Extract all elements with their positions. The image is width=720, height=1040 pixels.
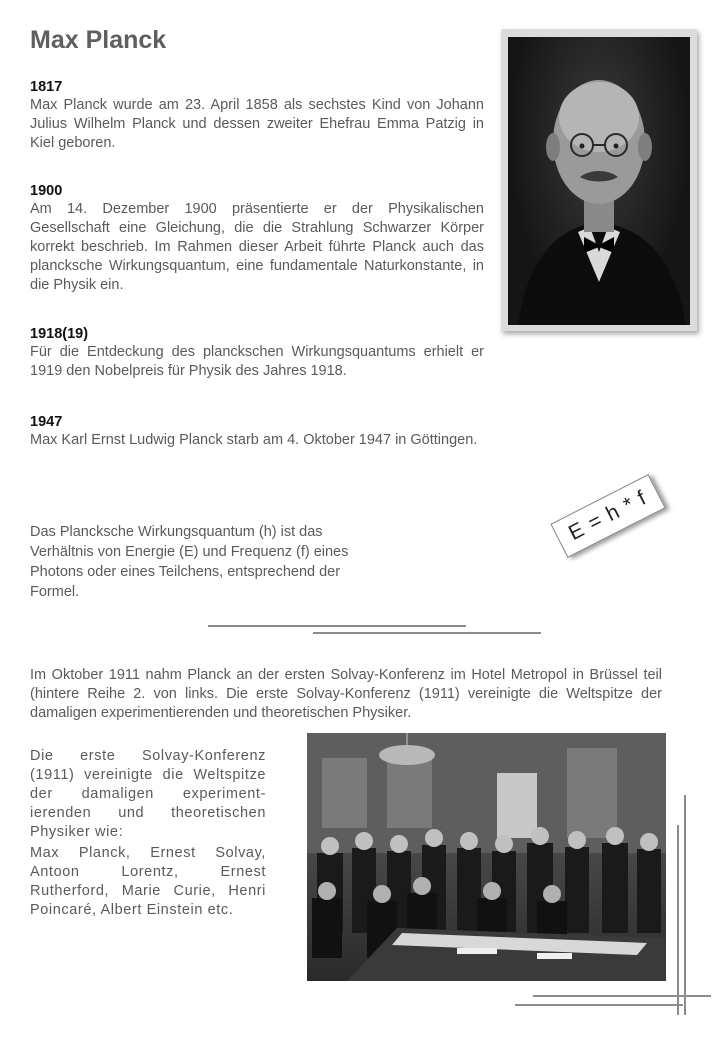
decorative-line — [515, 1004, 683, 1006]
timeline-entry-1947 — [30, 413, 484, 450]
timeline-entry-1918 — [30, 325, 484, 381]
page-title: Max Planck — [30, 26, 167, 54]
formula-card — [550, 474, 665, 558]
timeline-text: Max Planck wurde am 23. April 1858 als sechstes Kind von Johann Julius Wilhelm Planck und dessen zweiter Ehefrau Emma Patzig in Kiel geboren. — [30, 97, 484, 151]
portrait-frame — [501, 29, 697, 331]
divider-line — [313, 632, 541, 634]
decorative-line — [684, 795, 686, 1015]
formula-text: E = h * f — [564, 486, 651, 545]
portrait-illustration — [508, 37, 690, 325]
timeline-year: 1900 — [30, 183, 63, 199]
solvay-participant-names: Max Planck, Ernest Solvay, Antoon Lorentz, Ernest Rutherford, Marie Curie, Henri Poincaré, Albert Einstein etc. — [30, 845, 266, 918]
timeline-text: Für die Entdeckung des planckschen Wirkungsquantums erhielt er 1919 den Nobelpreis für Physik des Jahres 1918. — [30, 344, 484, 379]
solvay-side-text — [30, 747, 266, 920]
timeline-text: Am 14. Dezember 1900 präsentierte er der Physikalischen Gesellschaft eine Gleichung, die die Strahlung Schwarzer Körper korrekt beschrieb. Im Rahmen dieser Arbeit führte Planck auch das plancksche Wirkungsquantum, eine fundamentale Naturkonstante, in die Physik ein. — [30, 201, 484, 293]
solvay-conference-photo — [307, 733, 666, 981]
timeline-year: 1947 — [30, 414, 63, 430]
timeline-entry-1900 — [30, 182, 484, 295]
planck-portrait-photo — [508, 37, 690, 325]
timeline-text: Max Karl Ernst Ludwig Planck starb am 4. Oktober 1947 in Göttingen. — [30, 432, 478, 448]
divider-line — [208, 625, 466, 627]
planck-constant-note: Das Plancksche Wirkungsquantum (h) ist das Verhältnis von Energie (E) und Frequenz (f) eines Photons oder eines Teilchens, entsprechend der Formel. — [30, 524, 349, 600]
solvay-paragraph: Im Oktober 1911 nahm Planck an der ersten Solvay-Konferenz im Hotel Metropol in Brüssel teil (hintere Reihe 2. von links. Die erste Solvay-Konferenz (1911) vereinigte die Weltspitze der damaligen experimentierenden und theoretischen Physiker. — [30, 667, 662, 721]
decorative-line — [677, 825, 679, 1015]
solvay-photo-illustration — [307, 733, 666, 981]
solvay-side-intro: Die erste Solvay-Konferenz (1911) vereinigte die Weltspitze der damaligen experiment-ierenden und theoretischen Physiker wie: — [30, 748, 266, 840]
decorative-line — [533, 995, 711, 997]
timeline-entry-1817 — [30, 78, 484, 153]
timeline-year: 1817 — [30, 79, 63, 95]
timeline-year: 1918(19) — [30, 326, 89, 342]
